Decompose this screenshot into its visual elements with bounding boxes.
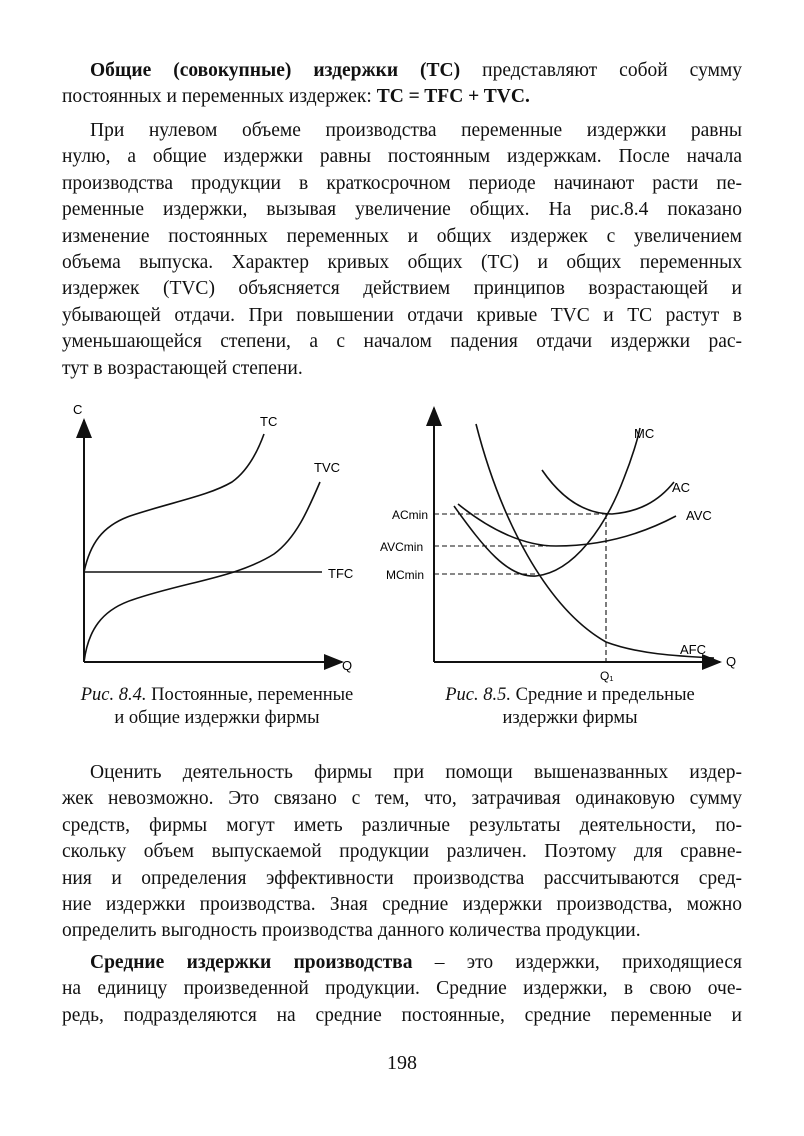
formula-tc: TC = TFC + TVC. (376, 86, 530, 108)
caption-text: Постоянные, переменные (146, 685, 354, 705)
text-fragment: – это издержки, приходящиеся (412, 952, 742, 973)
tfc-label: TFC (328, 566, 354, 581)
text-line: ния и определения эффективности производства рассчитываются сред- (62, 867, 742, 889)
paragraph-total-costs-definition (62, 58, 742, 111)
q1-label: Q₁ (600, 669, 614, 683)
afc-curve (476, 424, 714, 658)
page-number: 198 (387, 1052, 417, 1074)
text-line: уменьшающейся степени, а с началом падения отдачи издержки рас- (62, 331, 742, 353)
mc-min-label: MCmin (386, 568, 424, 582)
text-line: производства продукции в краткосрочном периоде начинают расти пе- (62, 172, 742, 194)
text-line: объема выпуска. Характер кривых общих (TC) и общих переменных (62, 252, 742, 274)
text-line: на единицу произведенной продукции. Средние издержки, в свою оче- (62, 978, 742, 1000)
x-axis-label: Q (726, 654, 737, 669)
x-axis-label: Q (342, 658, 353, 673)
text-line: редь, подразделяются на средние постоянные, средние переменные и (62, 1004, 742, 1026)
ac-label: AC (672, 480, 691, 495)
figure-8-4-diagram (60, 398, 370, 680)
text-line (62, 950, 742, 976)
tc-label: TC (260, 414, 278, 429)
text-fragment: представляют собой сумму (460, 60, 743, 81)
figure-8-5-diagram (376, 398, 748, 683)
text-line: скольку объем выпускаемой продукции различен. Поэтому для сравне- (62, 841, 742, 863)
figure-average-marginal-costs (376, 398, 748, 683)
y-axis-label: C (73, 402, 83, 417)
caption-text: издержки фирмы (502, 708, 638, 728)
tc-curve (84, 434, 264, 572)
term-average-costs: Средние издержки производства (90, 952, 413, 973)
text-line: нулю, а общие издержки равны постоянным издержкам. После начала (62, 146, 742, 168)
ac-min-label: ACmin (392, 508, 429, 522)
text-line: ременные издержки, вызывая увеличение общих. На рис.8.4 показано (62, 199, 742, 221)
text-line: издержек (TVC) объясняется действием принципов возрастающей и (62, 278, 742, 300)
paragraph-cost-evaluation (62, 760, 742, 945)
figure-8-5-caption (410, 684, 730, 730)
avc-curve (458, 504, 676, 546)
text-line: ние издержки производства. Зная средние издержки производства, можно (62, 894, 742, 916)
afc-label: AFC (680, 642, 706, 657)
mc-curve (454, 428, 640, 576)
tvc-label: TVC (314, 460, 340, 475)
avc-min-label: AVCmin (380, 540, 424, 554)
figure-8-4-caption (52, 684, 382, 730)
text-line: Оценить деятельность фирмы при помощи вышеназванных издер- (90, 762, 742, 783)
mc-label: MC (634, 426, 655, 441)
text-line (62, 58, 742, 84)
term-total-costs: Общие (совокупные) издержки (TC) (90, 60, 461, 81)
figure-fixed-variable-total-costs (60, 398, 370, 680)
caption-text: и общие издержки фирмы (114, 708, 320, 728)
paragraph-average-costs-definition (62, 950, 742, 1029)
text-fragment: постоянных и переменных издержек: (62, 86, 377, 108)
text-line: тут в возрастающей степени. (62, 357, 303, 379)
text-line: изменение постоянных переменных и общих издержек с увеличением (62, 225, 742, 247)
text-line: жек невозможно. Это связано с тем, что, затрачивая одинаковую сумму (62, 788, 742, 810)
text-line: При нулевом объеме производства переменные издержки равны (90, 120, 742, 141)
text-line (62, 84, 742, 110)
avc-label: AVC (686, 508, 712, 523)
text-line: определить выгодность производства данного количества продукции. (62, 920, 641, 942)
text-line: убывающей отдачи. При повышении отдачи кривые TVC и TC растут в (62, 304, 742, 326)
paragraph-cost-curves-explanation (62, 118, 742, 382)
caption-text: Средние и предельные (511, 685, 695, 705)
ac-curve (542, 470, 674, 514)
caption-number: Рис. 8.4. (80, 685, 147, 705)
caption-number: Рис. 8.5. (445, 685, 512, 705)
text-line: средств, фирмы могут иметь различные результаты деятельности, по- (62, 814, 742, 836)
